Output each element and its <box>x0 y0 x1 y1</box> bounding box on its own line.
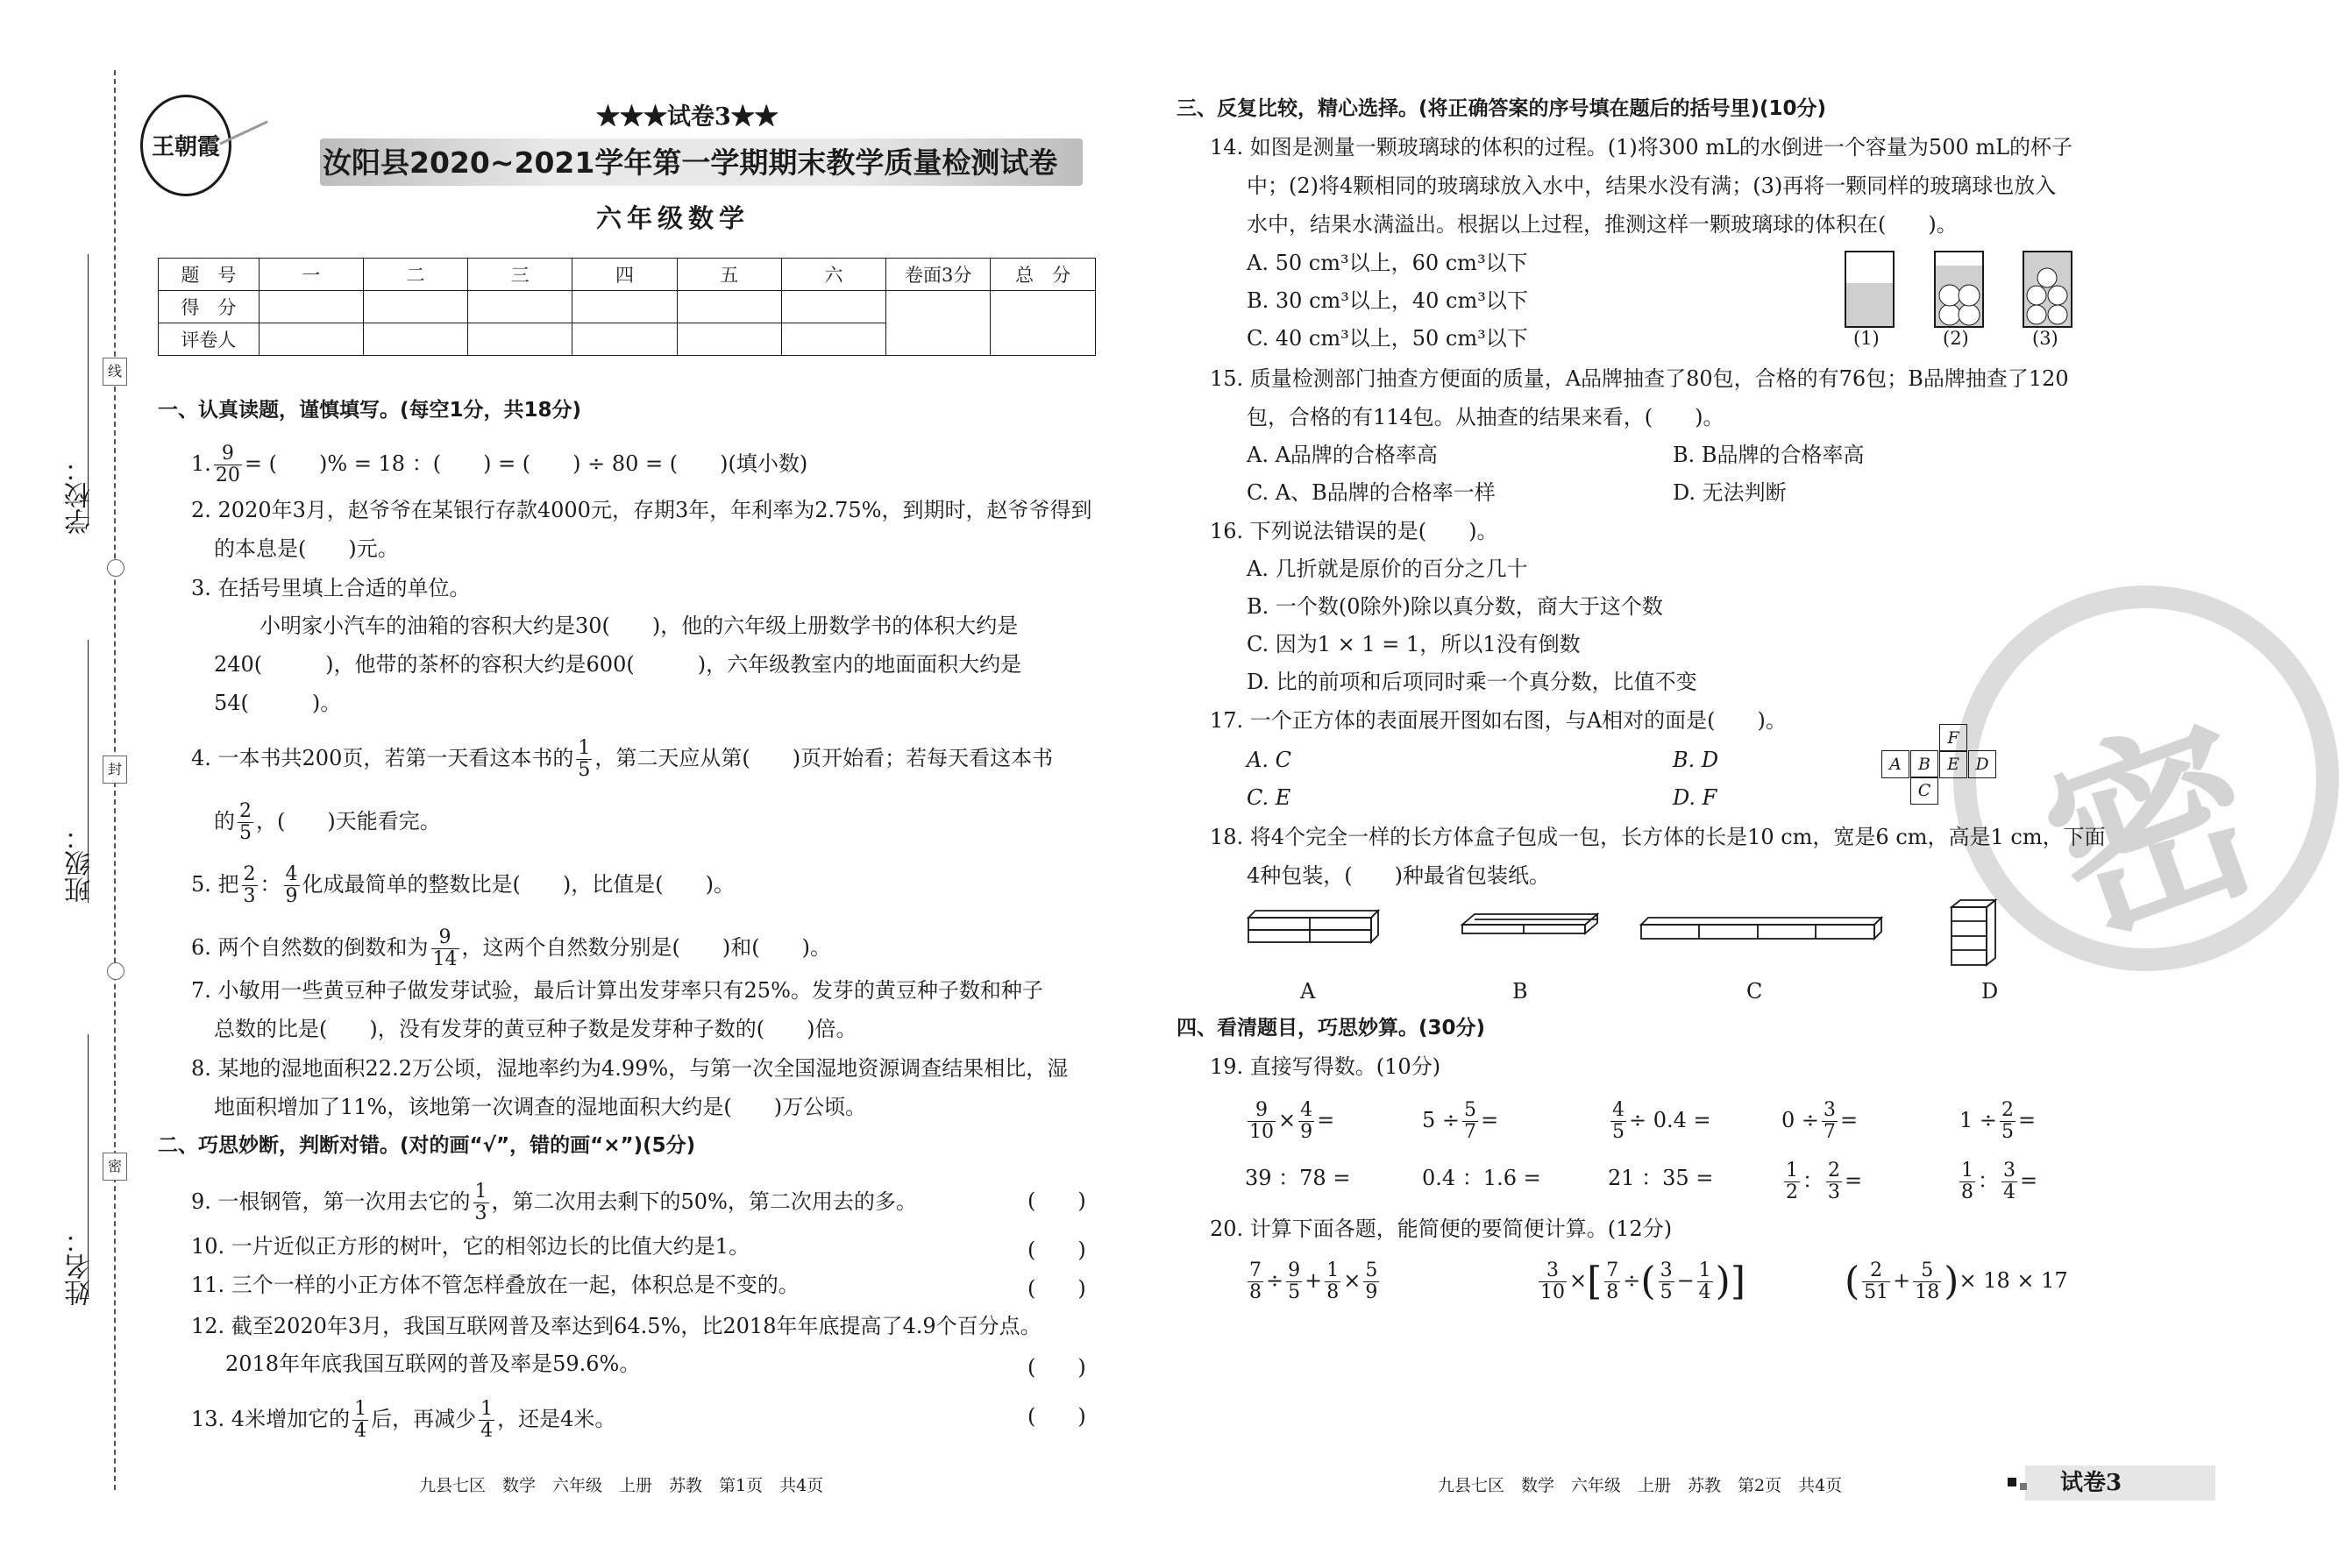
score-cell[interactable] <box>468 323 572 356</box>
footer-right: 九县七区 数学 六年级 上册 苏教 第2页 共4页 <box>1438 1476 1843 1495</box>
score-table-cell: 卷面3分 <box>886 259 991 291</box>
q15-option-c: C. A、B品牌的合格率一样 <box>1247 480 1496 505</box>
score-row-label: 得 分 <box>159 291 259 323</box>
cube-net <box>1881 724 2144 807</box>
question-4-line1: 4. 一本书共200页，若第一天看这本书的 $\frac{1}{5}$ ，第二天应从第( )页开始看；若每天看这本书 <box>191 737 1054 781</box>
question-16: 16. 下列说法错误的是( )。 <box>1210 519 1498 543</box>
net-face-e: E <box>1939 750 1967 778</box>
q14-option-c: C. 40 cm³以上，50 cm³以下 <box>1247 326 1528 351</box>
mental-calc-item: 0.4 ：1.6 = <box>1422 1166 1541 1190</box>
score-cell[interactable] <box>572 291 677 323</box>
question-6: 6. 两个自然数的倒数和为 $\frac{9}{14}$ ，这两个自然数分别是( )和( )。 <box>191 926 831 970</box>
question-15-line2: 包，合格的有114包。从抽查的结果来看，( )。 <box>1247 405 1724 429</box>
package-label-d: D <box>1981 979 1999 1004</box>
package-label-a: A <box>1300 979 1316 1004</box>
mental-calc-item: 5 ÷ $\frac{5}{7}$ = <box>1422 1099 1499 1143</box>
score-cell[interactable] <box>886 291 991 356</box>
net-face-c: C <box>1910 777 1938 805</box>
q15-option-d: D. 无法判断 <box>1673 480 1787 505</box>
question-15-line1: 15. 质量检测部门抽查方便面的质量，A品牌抽查了80包，合格的有76包；B品牌抽查了120 <box>1210 366 2069 391</box>
mental-calc-item: 21 ：35 = <box>1608 1166 1714 1190</box>
calc-expression-3: ( $\frac{2}{51}$ + $\frac{5}{18}$ )× 18 × 17 <box>1845 1259 2068 1304</box>
answer-paren-12[interactable]: ( ) <box>1027 1355 1086 1380</box>
q14-option-a: A. 50 cm³以上，60 cm³以下 <box>1247 251 1528 275</box>
seal-hole <box>107 962 124 980</box>
beaker-label-2: (2) <box>1943 328 1969 349</box>
calc-expression-2: $\frac{3}{10}$ ×[ $\frac{7}{8}$ ÷( $\frac{3}{5}$ − $\frac{1}{4}$ )] <box>1540 1259 1746 1304</box>
question-18-line1: 18. 将4个完全一样的长方体盒子包成一包，长方体的长是10 cm，宽是6 cm，高是1 cm，下面 <box>1210 825 2106 849</box>
question-20: 20. 计算下面各题，能简便的要简便计算。(12分) <box>1210 1217 1673 1241</box>
mental-calc-item: $\frac{1}{8}$ ： $\frac{3}{4}$ = <box>1961 1160 2038 1203</box>
badge-dot <box>2008 1478 2016 1486</box>
q14-option-b: B. 30 cm³以上，40 cm³以下 <box>1247 288 1528 313</box>
section1-title: 一、认真读题，谨慎填写。(每空1分，共18分) <box>158 399 582 422</box>
question-3-line4: 54( )。 <box>214 691 342 715</box>
score-cell[interactable] <box>781 291 885 323</box>
mental-calc-item: 0 ÷ $\frac{3}{7}$ = <box>1781 1099 1859 1143</box>
question-14-line3: 水中，结果水满溢出。根据以上过程，推测这样一颗玻璃球的体积在( )。 <box>1247 212 1958 237</box>
question-17: 17. 一个正方体的表面展开图如右图，与A相对的面是( )。 <box>1210 708 1787 733</box>
question-12-line1: 12. 截至2020年3月，我国互联网普及率达到64.5%，比2018年年底提高了4.9个百分点。 <box>191 1314 1042 1338</box>
question-2-line1: 2. 2020年3月，赵爷爷在某银行存款4000元，存期3年，年利率为2.75%，到期时，赵爷爷得到 <box>191 498 1092 522</box>
stamp-text: 密 <box>2018 687 2288 977</box>
answer-paren-10[interactable]: ( ) <box>1027 1238 1086 1262</box>
score-table-cell: 三 <box>468 259 572 291</box>
brand-logo-text: 王朝霞 <box>151 134 220 160</box>
question-2-line2: 的本息是( )元。 <box>214 536 399 561</box>
question-14-line1: 14. 如图是测量一颗玻璃球的体积的过程。(1)将300 mL的水倒进一个容量为500 mL的杯子 <box>1210 135 2073 160</box>
question-4-line2: 的 $\frac{2}{5}$ ，( )天能看完。 <box>214 800 441 844</box>
score-cell[interactable] <box>572 323 677 356</box>
package-label-b: B <box>1512 979 1528 1004</box>
score-cell[interactable] <box>677 323 781 356</box>
score-cell[interactable] <box>363 323 467 356</box>
question-1: 1. $\frac{9}{20}$ = ( )% = 18 ：( ) = ( ) ÷ 80 = ( )(填小数) <box>191 443 808 486</box>
seal-tag-feng: 封 <box>103 756 127 784</box>
paper-number-label: ★★★试卷3★★ <box>596 103 778 131</box>
mental-calc-item: 39 ：78 = <box>1245 1166 1351 1190</box>
score-cell[interactable] <box>468 291 572 323</box>
question-3-line3: 240( )，他带的茶杯的容积大约是600( )，六年级教室内的地面面积大约是 <box>214 652 1022 677</box>
paper-badge-label: 试卷3 <box>2060 1470 2122 1496</box>
question-5: 5. 把 $\frac{2}{3}$ ： $\frac{4}{9}$ 化成最简单的整数比是( )，比值是( )。 <box>191 863 735 907</box>
section3-title: 三、反复比较，精心选择。(将正确答案的序号填在题后的括号里)(10分) <box>1177 97 1827 120</box>
question-11: 11. 三个一样的小正方体不管怎样叠放在一起，体积总是不变的。 <box>191 1273 800 1297</box>
mental-calc-item: $\frac{4}{5}$ ÷ 0.4 = <box>1612 1099 1711 1143</box>
beaker-3 <box>2023 252 2072 327</box>
answer-paren-11[interactable]: ( ) <box>1027 1276 1086 1301</box>
beaker-label-1: (1) <box>1853 328 1880 349</box>
question-10: 10. 一片近似正方形的树叶，它的相邻边长的比值大约是1。 <box>191 1234 750 1259</box>
score-table-cell: 一 <box>259 259 363 291</box>
beaker-1 <box>1845 252 1894 327</box>
answer-paren-9[interactable]: ( ) <box>1027 1188 1086 1213</box>
score-table-header-row <box>159 259 1096 291</box>
brand-logo <box>140 95 231 196</box>
question-9: 9. 一根钢管，第一次用去它的 $\frac{1}{3}$ ，第二次用去剩下的50%，第二次用去的多。 <box>191 1181 917 1224</box>
section4-title: 四、看清题目，巧思妙算。(30分) <box>1177 1017 1486 1039</box>
net-face-b: B <box>1910 750 1938 778</box>
q17-option-d: D. F <box>1673 785 1717 810</box>
mental-calc-item: $\frac{9}{10}$ × $\frac{4}{9}$ = <box>1249 1099 1335 1143</box>
score-cell[interactable] <box>781 323 885 356</box>
q17-option-b: B. D <box>1673 748 1719 772</box>
score-table-cell: 四 <box>572 259 677 291</box>
score-cell[interactable] <box>991 291 1096 356</box>
seal-tag-xian: 线 <box>103 358 127 386</box>
score-cell[interactable] <box>259 323 363 356</box>
class-label: 班级： <box>65 824 96 903</box>
q16-option-b: B. 一个数(0除外)除以真分数，商大于这个数 <box>1247 594 1663 619</box>
beaker-2 <box>1935 252 1983 327</box>
question-18-line2: 4种包装，( )种最省包装纸。 <box>1247 863 1550 888</box>
seal-tag-mi: 密 <box>103 1153 127 1181</box>
question-8-line1: 8. 某地的湿地面积22.2万公顷，湿地率约为4.99%，与第一次全国湿地资源调查结果相比，湿 <box>191 1056 1069 1081</box>
score-table-cell: 题 号 <box>159 259 259 291</box>
package-c <box>1641 918 1881 939</box>
score-table-row <box>159 291 1096 323</box>
q16-option-d: D. 比的前项和后项同时乘一个真分数，比值不变 <box>1247 670 1697 694</box>
mental-calc-item: 1 ÷ $\frac{2}{5}$ = <box>1959 1099 2037 1143</box>
mental-calc-item: $\frac{1}{2}$ ： $\frac{2}{3}$ = <box>1786 1160 1863 1203</box>
q15-option-a: A. A品牌的合格率高 <box>1247 443 1438 467</box>
badge-dot <box>2020 1483 2027 1490</box>
calc-expression-1: $\frac{7}{8}$ ÷ $\frac{9}{5}$ + $\frac{1}{8}$ × $\frac{5}{9}$ <box>1249 1259 1378 1303</box>
package-d <box>1952 900 1995 965</box>
package-b <box>1462 914 1597 933</box>
score-table <box>158 258 1096 356</box>
score-table-cell: 二 <box>363 259 467 291</box>
section2-title: 二、巧思妙断，判断对错。(对的画“√”，错的画“×”)(5分) <box>158 1134 696 1157</box>
question-14-line2: 中；(2)将4颗相同的玻璃球放入水中，结果水没有满；(3)再将一颗同样的玻璃球也放入 <box>1247 174 2057 198</box>
package-a <box>1248 911 1378 942</box>
net-face-d: D <box>1968 750 1996 778</box>
name-label: 姓名： <box>65 1227 96 1306</box>
question-3-line2: 小明家小汽车的油箱的容积大约是30( )，他的六年级上册数学书的体积大约是 <box>259 614 1019 638</box>
q16-option-c: C. 因为1 × 1 = 1，所以1没有倒数 <box>1247 632 1581 656</box>
seal-hole <box>107 559 124 577</box>
question-7-line1: 7. 小敏用一些黄豆种子做发芽试验，最后计算出发芽率只有25%。发芽的黄豆种子数和种子 <box>191 978 1043 1003</box>
paper-badge <box>2025 1465 2215 1501</box>
question-8-line2: 地面积增加了11%，该地第一次调查的湿地面积大约是( )万公顷。 <box>214 1095 867 1119</box>
q17-option-c: C. E <box>1247 785 1291 810</box>
answer-paren-13[interactable]: ( ) <box>1027 1404 1086 1429</box>
package-label-c: C <box>1746 979 1763 1004</box>
net-face-a: A <box>1881 750 1909 778</box>
exam-subtitle: 六年级数学 <box>596 203 750 233</box>
q15-option-b: B. B品牌的合格率高 <box>1673 443 1865 467</box>
score-table-cell: 总 分 <box>991 259 1096 291</box>
question-13: 13. 4米增加它的 $\frac{1}{4}$ 后，再减少 $\frac{1}{4}$ ，还是4米。 <box>191 1398 616 1442</box>
q17-option-a: A. C <box>1247 748 1291 772</box>
question-3-line1: 3. 在括号里填上合适的单位。 <box>191 576 471 600</box>
school-label: 学校： <box>65 456 96 535</box>
packaging-figures <box>1245 898 2051 986</box>
question-19: 19. 直接写得数。(10分) <box>1210 1054 1441 1079</box>
score-cell[interactable] <box>363 291 467 323</box>
score-table-cell: 六 <box>781 259 885 291</box>
score-cell[interactable] <box>259 291 363 323</box>
net-face-f: F <box>1939 724 1967 752</box>
score-row-label: 评卷人 <box>159 323 259 356</box>
q16-option-a: A. 几折就是原价的百分之几十 <box>1247 557 1528 581</box>
beaker-label-3: (3) <box>2032 328 2058 349</box>
question-7-line2: 总数的比是( )，没有发芽的黄豆种子数是发芽种子数的( )倍。 <box>214 1017 857 1041</box>
exam-title: 汝阳县2020~2021学年第一学期期末教学质量检测试卷 <box>323 145 1058 180</box>
question-12-line2: 2018年年底我国互联网的普及率是59.6%。 <box>225 1352 641 1376</box>
score-cell[interactable] <box>677 291 781 323</box>
score-table-cell: 五 <box>677 259 781 291</box>
footer-left: 九县七区 数学 六年级 上册 苏教 第1页 共4页 <box>419 1476 824 1495</box>
